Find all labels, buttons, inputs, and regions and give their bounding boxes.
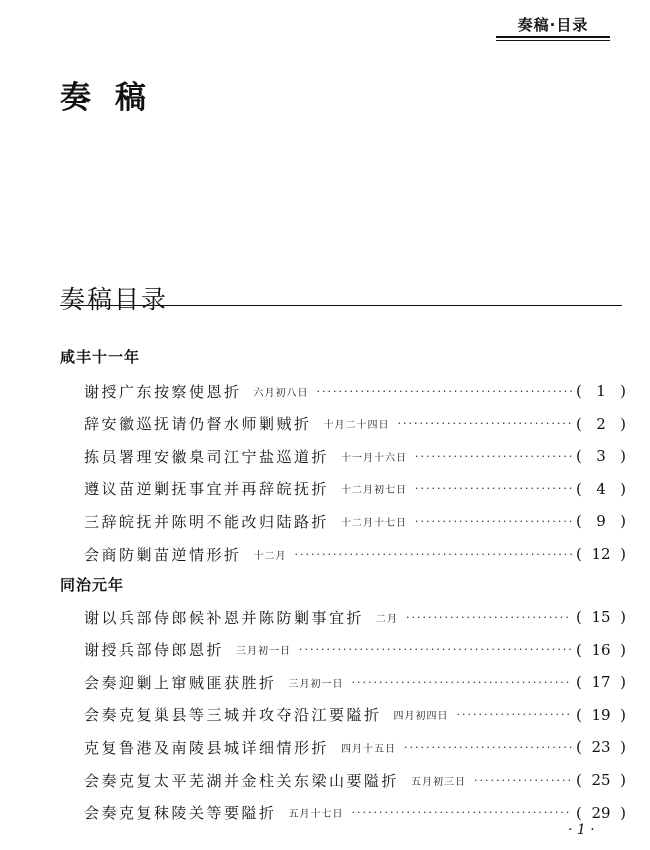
dot-leader <box>415 450 572 463</box>
dot-leader <box>317 385 572 398</box>
entry-date: 十二月十七日 <box>341 517 408 529</box>
toc-entry[interactable] <box>84 379 626 403</box>
entry-date: 四月十五日 <box>341 743 397 755</box>
entry-page: ( 19 ) <box>576 705 626 724</box>
entry-page: ( 9 ) <box>576 512 626 531</box>
section-heading: 咸丰十一年 <box>60 348 141 366</box>
toc-entry[interactable] <box>84 412 626 436</box>
page-number: · 1 · <box>568 822 595 838</box>
toc-entry[interactable] <box>84 444 626 468</box>
entry-date: 五月十七日 <box>288 809 344 821</box>
entry-date: 三月初一日 <box>288 678 344 690</box>
entry-title: 谢授兵部侍郎恩折 <box>84 641 225 660</box>
entry-page: ( 2 ) <box>576 414 626 433</box>
entry-page-number: 23 <box>591 738 611 757</box>
entry-page: ( 16 ) <box>576 640 626 659</box>
entry-page-number: 4 <box>596 479 606 498</box>
section-heading: 同治元年 <box>60 576 125 594</box>
entry-page: ( 4 ) <box>576 479 626 498</box>
entry-date: 四月初四日 <box>393 711 449 723</box>
entry-title: 会奏克复太平芜湖并金柱关东梁山要隘折 <box>84 771 400 790</box>
entry-date: 五月初三日 <box>411 776 467 788</box>
toc-entry[interactable] <box>84 638 626 662</box>
dot-leader <box>299 643 572 656</box>
toc-entry[interactable] <box>84 735 626 759</box>
entry-title: 会奏迎剿上窜贼匪获胜折 <box>84 673 277 692</box>
entry-page-number: 9 <box>596 512 606 531</box>
entry-title: 会奏克复秣陵关等要隘折 <box>84 804 277 823</box>
dot-leader <box>352 806 572 819</box>
entry-date: 六月初八日 <box>253 387 309 399</box>
entry-title: 会商防剿苗逆情形折 <box>84 545 242 564</box>
entry-title: 辞安徽巡抚请仍督水师剿贼折 <box>84 415 312 434</box>
entry-page-number: 29 <box>591 803 611 822</box>
entry-date: 二月 <box>376 613 399 625</box>
chapter-title: 奏稿 <box>60 80 170 116</box>
entry-page: ( 17 ) <box>576 673 626 692</box>
entry-page-number: 2 <box>596 414 606 433</box>
toc-entry[interactable] <box>84 605 626 629</box>
toc-entry[interactable] <box>84 477 626 501</box>
toc-title: 奏稿目录 <box>60 285 169 314</box>
dot-leader <box>415 515 572 528</box>
entry-page: ( 3 ) <box>576 447 626 466</box>
dot-leader <box>474 774 572 787</box>
dot-leader <box>406 611 572 624</box>
entry-page-number: 1 <box>596 382 606 400</box>
entry-page: ( 15 ) <box>576 608 626 626</box>
dot-leader <box>352 676 572 689</box>
entry-page: ( 23 ) <box>576 738 626 757</box>
entry-page-number: 16 <box>591 640 611 659</box>
entry-page: ( 12 ) <box>576 545 626 563</box>
entry-title: 克复鲁港及南陵县城详细情形折 <box>84 738 330 757</box>
entry-page: ( 25 ) <box>576 771 626 789</box>
entry-date: 三月初一日 <box>236 646 292 658</box>
entry-page-number: 3 <box>596 447 606 466</box>
entry-date: 十一月十六日 <box>341 452 408 464</box>
toc-entry[interactable] <box>84 670 626 694</box>
running-head-rule-thin <box>496 40 610 41</box>
entry-page: ( 29 ) <box>576 803 626 822</box>
running-head: 奏稿·目录 <box>517 16 589 34</box>
dot-leader <box>404 741 572 754</box>
entry-title: 会奏克复巢县等三城并攻夺沿江要隘折 <box>84 706 382 725</box>
entry-page-number: 17 <box>591 673 611 692</box>
entry-page-number: 25 <box>591 771 611 789</box>
toc-entry[interactable] <box>84 801 626 825</box>
toc-entry[interactable] <box>84 768 626 792</box>
toc-entry[interactable] <box>84 703 626 727</box>
dot-leader <box>295 548 572 561</box>
toc-entry[interactable] <box>84 542 626 566</box>
running-head-rule <box>496 36 610 38</box>
entry-title: 拣员署理安徽臬司江宁盐巡道折 <box>84 447 330 466</box>
entry-page-number: 19 <box>591 705 611 724</box>
dot-leader <box>415 482 572 495</box>
entry-date: 十二月初七日 <box>341 485 408 497</box>
toc-entry[interactable] <box>84 509 626 533</box>
entry-date: 十月二十四日 <box>323 420 390 432</box>
toc-title-rule <box>60 305 622 306</box>
entry-title: 遵议苗逆剿抚事宜并再辞皖抚折 <box>84 480 330 499</box>
entry-page: ( 1 ) <box>576 382 626 400</box>
dot-leader <box>457 708 572 721</box>
entry-title: 谢授广东按察使恩折 <box>84 382 242 401</box>
entry-date: 十二月 <box>253 550 287 562</box>
entry-title: 三辞皖抚并陈明不能改归陆路折 <box>84 512 330 531</box>
dot-leader <box>398 417 572 430</box>
entry-title: 谢以兵部侍郎候补恩并陈防剿事宜折 <box>84 608 365 627</box>
entry-page-number: 15 <box>591 608 611 626</box>
entry-page-number: 12 <box>591 545 611 563</box>
